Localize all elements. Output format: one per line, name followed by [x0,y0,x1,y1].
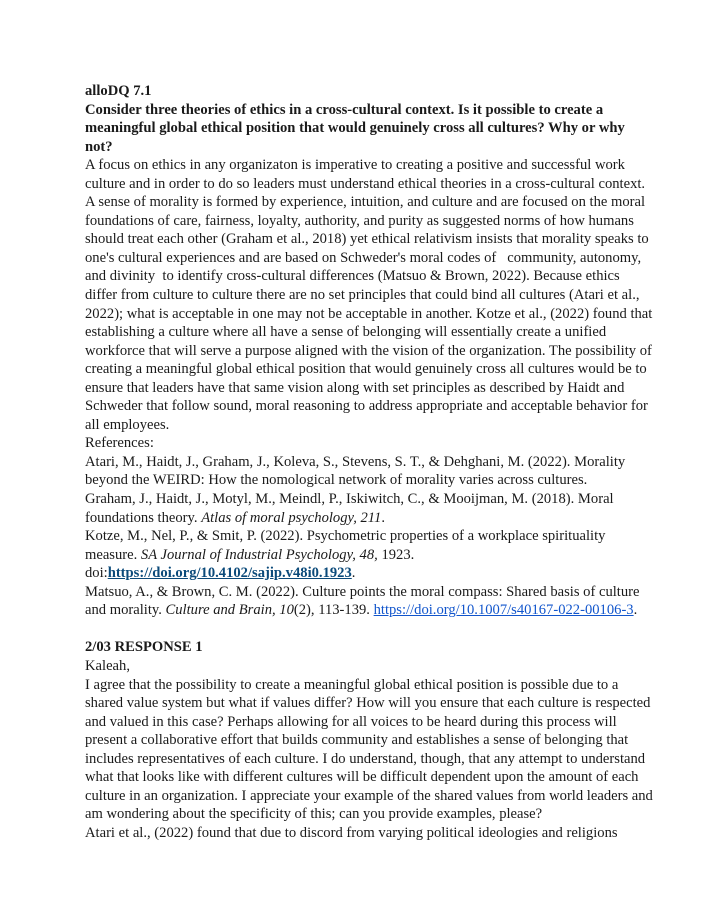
reference-atari-cont: beyond the WEIRD: How the nomological network of morality varies across cultures. [85,472,588,489]
question-line: Consider three theories of ethics in a cross-cultural context. Is it possible to create a [85,101,604,118]
reference-kotze: Kotze, M., Nel, P., & Smit, P. (2022). Psychometric properties of a workplace spirituality [85,528,606,545]
reference-text: and morality. [85,602,166,619]
reference-text: measure. [85,546,141,563]
question-line: not? [85,138,113,155]
reference-kotze-cont [85,546,634,565]
body-line: culture and in order to do so leaders must understand ethical theories in a cross-cultural context. [85,175,646,192]
reference-matsuo: Matsuo, A., & Brown, C. M. (2022). Culture points the moral compass: Shared basis of culture [85,583,640,600]
response-line: shared value system but what if values differ? How will you ensure that each culture is respected [85,695,651,712]
response-line: Atari et al., (2022) found that due to discord from varying political ideologies and religions [85,824,618,841]
body-line: establishing a culture where all have a sense of belonging will essentially create a unified [85,324,607,341]
response-line: and valued in this case? Perhaps allowing for all voices to be heard during this process will [85,713,617,730]
body-line: Schweder that follow sound, moral reasoning to address appropriate and acceptable behavior for [85,398,648,415]
reference-matsuo-cont [85,601,638,620]
body-line: all employees. [85,416,170,433]
post-body [85,156,653,434]
body-line: one's cultural experiences and are based on Schweder's moral codes of community, autonomy, [85,249,642,266]
body-line: A sense of morality is formed by experience, intuition, and culture and are focused on the moral [85,194,646,211]
reference-graham: Graham, J., Haidt, J., Motyl, M., Meindl, P., Iskiwitch, C., & Mooijman, M. (2018). Moral [85,491,614,508]
response-line: present a collaborative effort that builds community and establishes a sense of belonging that [85,732,629,749]
body-line: ensure that leaders have that same vision along with set principles as described by Haidt and [85,379,625,396]
journal-title: SA Journal of Industrial Psychology, 48, [140,546,378,563]
reference-text: . [381,509,385,526]
body-line: workforce that will serve a purpose aligned with the vision of the organization. The possibility of [85,342,652,359]
response-salutation: Kaleah, [85,657,130,674]
reference-kotze-doi [85,564,634,583]
section-spacer [85,620,634,639]
response-line: what that looks like with different cultures will be difficult dependent upon the amount of each [85,769,639,786]
response-heading: 2/03 RESPONSE 1 [85,639,203,656]
body-line: foundations of care, fairness, loyalty, authority, and purity as suggested norms of how humans [85,212,634,229]
reference-graham-cont [85,509,634,528]
reference-atari: Atari, M., Haidt, J., Graham, J., Koleva, S., Stevens, S. T., & Dehghani, M. (2022). Morality [85,453,626,470]
body-line: differ from culture to culture there are no set principles that could bind all cultures (Atari et al., [85,287,640,304]
response-line: I agree that the possibility to create a meaningful global ethical position is possible due to a [85,676,619,693]
references-heading: References: [85,435,154,452]
doi-prefix: doi: [85,565,108,582]
body-line: and divinity to identify cross-cultural differences (Matsuo & Brown, 2022). Because ethics [85,268,620,285]
doi-link-kotze[interactable]: https://doi.org/10.4102/sajip.v48i0.1923 [107,565,352,582]
journal-title: Culture and Brain, 10 [165,602,294,619]
doi-link-matsuo[interactable]: https://doi.org/10.1007/s40167-022-00106-3 [373,602,634,619]
discussion-question [85,101,634,157]
body-line: 2022); what is acceptable in one may not be acceptable in another. Kotze et al., (2022) found that [85,305,653,322]
response-line: includes representatives of each culture. I do understand, though, that any attempt to understand [85,750,646,767]
post-title: alloDQ 7.1 [85,83,152,99]
reference-text: 1923. [377,546,415,563]
body-line: A focus on ethics in any organizaton is imperative to creating a positive and successful work [85,157,625,174]
reference-text: . [633,602,638,619]
response-section [85,638,653,842]
reference-text: . [351,565,356,582]
response-line: am wondering about the specificity of this; can you provide examples, please? [85,806,543,823]
references-section [85,434,640,619]
journal-title: Atlas of moral psychology, 211 [201,509,382,526]
body-line: should treat each other (Graham et al., 2018) yet ethical relativism insists that morality speaks to [85,231,649,248]
question-line: meaningful global ethical position that would genuinely cross all cultures? Why or why [85,120,625,137]
reference-text: foundations theory. [85,509,202,526]
reference-text: (2), 113-139. [293,602,374,619]
response-line: culture in an organization. I appreciate your example of the shared values from world leaders and [85,787,653,804]
body-line: creating a meaningful global ethical position that would genuinely cross all cultures would be to [85,361,647,378]
